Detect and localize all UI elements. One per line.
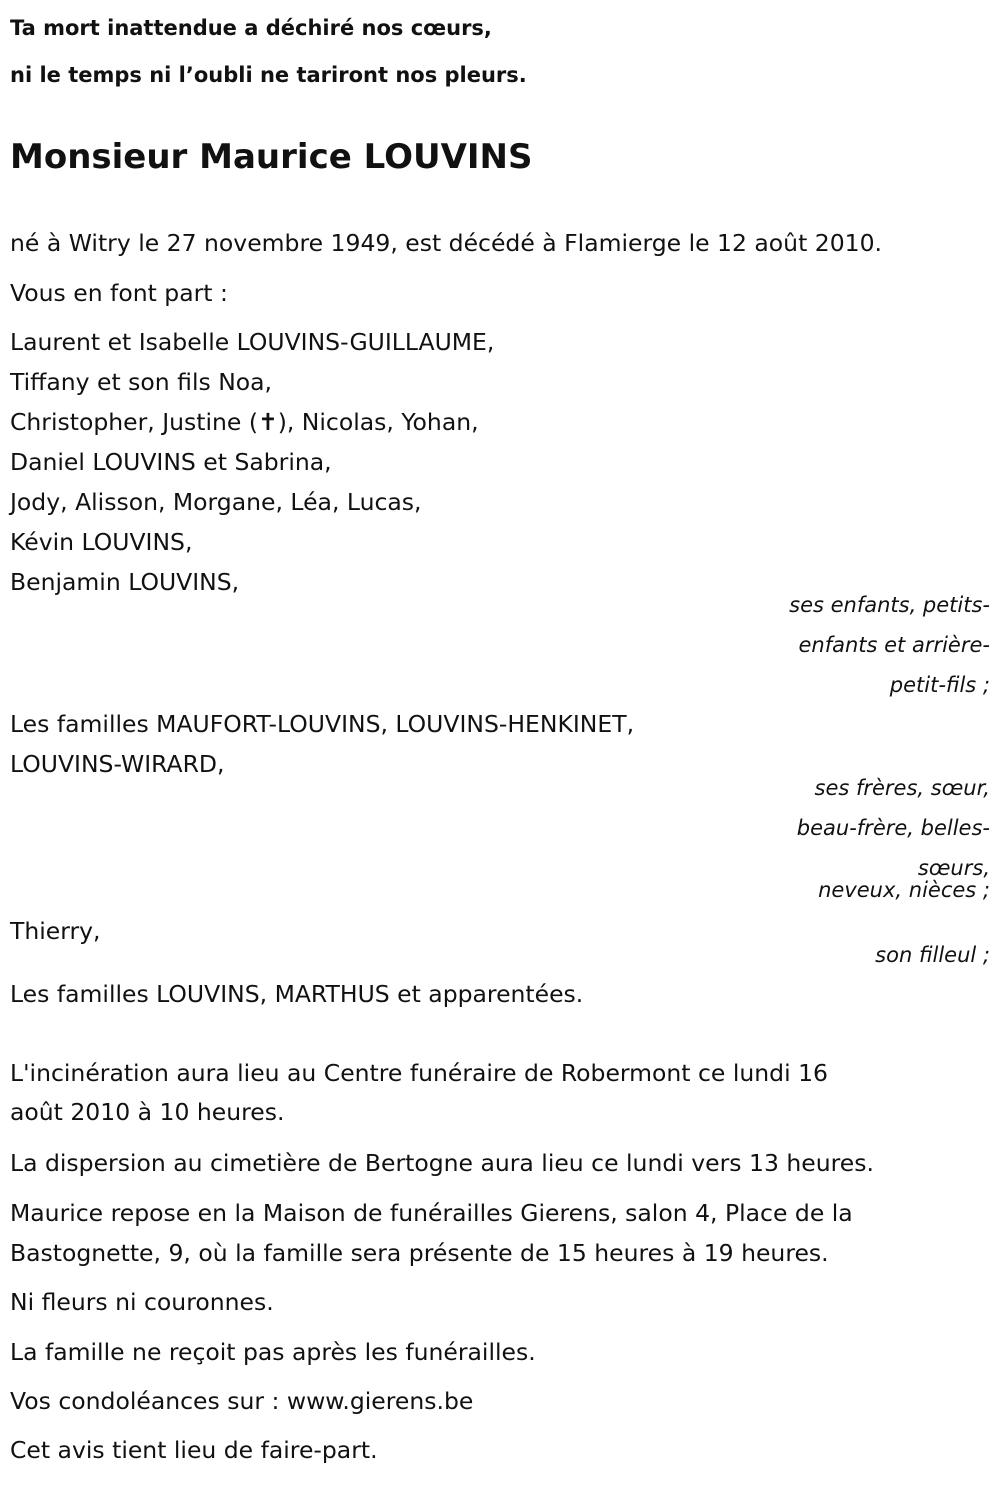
family-line: Daniel LOUVINS et Sabrina, (10, 448, 332, 476)
family-line: Les familles LOUVINS, MARTHUS et apparentées. (10, 980, 584, 1008)
family-line: Jody, Alisson, Morgane, Léa, Lucas, (10, 488, 422, 516)
epitaph-line: ni le temps ni l’oubli ne tariront nos pleurs. (10, 63, 527, 87)
family-line: Thierry, (10, 917, 101, 945)
detail-line: L'incinération aura lieu au Centre funéraire de Robermont ce lundi 16 (10, 1059, 828, 1087)
epitaph-line: Ta mort inattendue a déchiré nos cœurs, (10, 16, 492, 40)
family-line: Kévin LOUVINS, (10, 528, 193, 556)
detail-line: La famille ne reçoit pas après les funérailles. (10, 1338, 536, 1366)
relation-role: sœurs, (917, 856, 990, 880)
detail-line: Cet avis tient lieu de faire-part. (10, 1436, 378, 1464)
relation-role: ses enfants, petits- (789, 593, 990, 617)
intro: Vous en font part : (10, 279, 228, 307)
detail-line: Ni fleurs ni couronnes. (10, 1288, 274, 1316)
deceased-name: Monsieur Maurice LOUVINS (10, 137, 533, 177)
relation-role: petit-fils ; (889, 673, 990, 697)
family-line: Les familles MAUFORT-LOUVINS, LOUVINS-HENKINET, (10, 710, 635, 738)
relation-role: neveux, nièces ; (818, 878, 990, 902)
birth-death: né à Witry le 27 novembre 1949, est décédé à Flamierge le 12 août 2010. (10, 229, 883, 257)
family-line: Tiffany et son fils Noa, (10, 368, 273, 396)
relation-role: son filleul ; (875, 943, 990, 967)
detail-line: La dispersion au cimetière de Bertogne aura lieu ce lundi vers 13 heures. (10, 1149, 874, 1177)
detail-line: août 2010 à 10 heures. (10, 1098, 285, 1126)
family-line: Laurent et Isabelle LOUVINS-GUILLAUME, (10, 328, 495, 356)
family-line: LOUVINS-WIRARD, (10, 750, 225, 778)
detail-line: Maurice repose en la Maison de funérailles Gierens, salon 4, Place de la (10, 1199, 853, 1227)
relation-role: ses frères, sœur, (814, 776, 990, 800)
relation-role: beau-frère, belles- (796, 816, 990, 840)
family-line: Benjamin LOUVINS, (10, 568, 240, 596)
detail-line: Bastognette, 9, où la famille sera présente de 15 heures à 19 heures. (10, 1239, 829, 1267)
family-line: Christopher, Justine (✝), Nicolas, Yohan, (10, 408, 479, 436)
condolences-line: Vos condoléances sur : www.gierens.be (10, 1387, 474, 1415)
relation-role: enfants et arrière- (798, 633, 990, 657)
